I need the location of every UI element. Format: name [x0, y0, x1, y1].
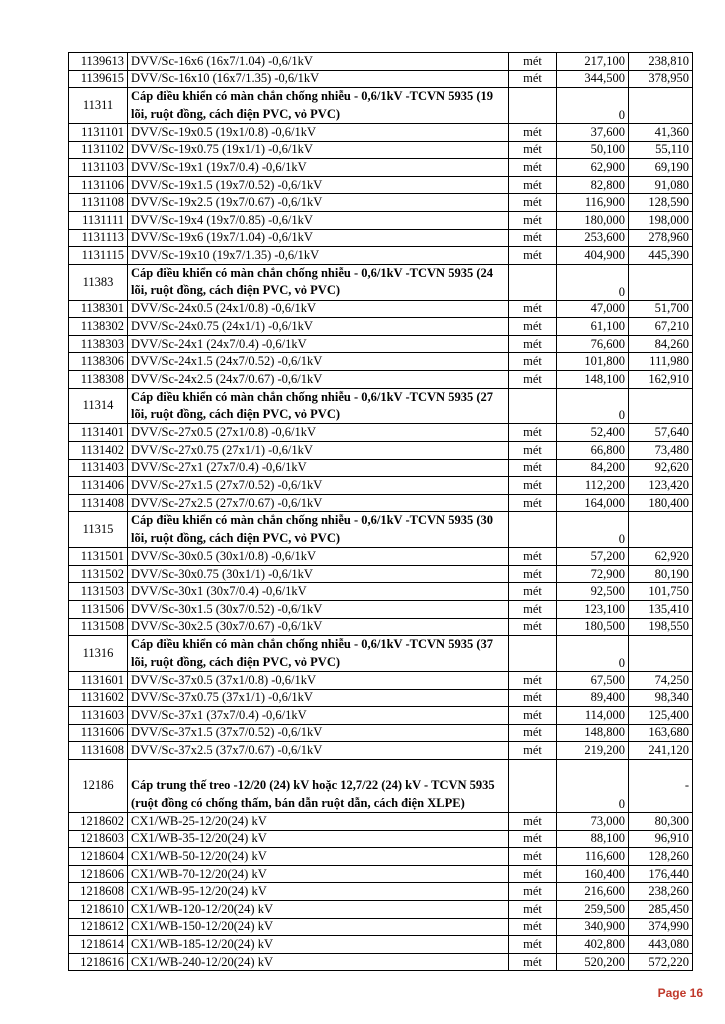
row-price-2: 128,260: [629, 848, 693, 866]
row-description: DVV/Sc-27x0.75 (27x1/1) -0,6/1kV: [128, 441, 509, 459]
row-price-1: 216,600: [557, 883, 629, 901]
row-description: DVV/Sc-24x2.5 (24x7/0.67) -0,6/1kV: [128, 370, 509, 388]
row-price-2: [629, 88, 693, 124]
row-code: 1131106: [69, 176, 128, 194]
row-description: Cáp điều khiển có màn chắn chống nhiễu - 0,6/1kV -TCVN 5935 (19 lõi, ruột đồng, cách điện PVC, vỏ PVC): [128, 88, 509, 124]
table-row: [69, 477, 693, 495]
row-code: 1138302: [69, 318, 128, 336]
row-code: 1131103: [69, 159, 128, 177]
row-price-2: 238,810: [629, 53, 693, 71]
table-row: [69, 141, 693, 159]
row-code: 1139613: [69, 53, 128, 71]
row-price-1: 148,100: [557, 370, 629, 388]
section-header-row: [69, 636, 693, 672]
row-price-2: 285,450: [629, 901, 693, 919]
row-unit: mét: [509, 494, 557, 512]
row-unit: [509, 636, 557, 672]
row-code: 1131606: [69, 724, 128, 742]
row-price-1: 259,500: [557, 901, 629, 919]
row-description: DVV/Sc-37x1.5 (37x7/0.52) -0,6/1kV: [128, 724, 509, 742]
row-price-2: 374,990: [629, 918, 693, 936]
row-unit: mét: [509, 565, 557, 583]
row-price-2: 198,550: [629, 618, 693, 636]
row-code: 1138303: [69, 335, 128, 353]
row-code: 1131501: [69, 548, 128, 566]
row-unit: mét: [509, 689, 557, 707]
row-unit: mét: [509, 618, 557, 636]
row-price-1: 0: [557, 636, 629, 672]
row-description: CX1/WB-150-12/20(24) kV: [128, 918, 509, 936]
row-price-2: -: [629, 759, 693, 812]
row-code: 1218604: [69, 848, 128, 866]
row-description: CX1/WB-70-12/20(24) kV: [128, 865, 509, 883]
row-description: DVV/Sc-24x1 (24x7/0.4) -0,6/1kV: [128, 335, 509, 353]
row-price-1: 67,500: [557, 671, 629, 689]
row-price-2: 176,440: [629, 865, 693, 883]
row-code: 1131401: [69, 424, 128, 442]
section-header-row: [69, 512, 693, 548]
row-price-2: 67,210: [629, 318, 693, 336]
row-price-1: 340,900: [557, 918, 629, 936]
row-price-1: 116,900: [557, 194, 629, 212]
table-row: [69, 689, 693, 707]
row-unit: mét: [509, 848, 557, 866]
row-description: Cáp điều khiển có màn chắn chống nhiễu - 0,6/1kV -TCVN 5935 (37 lõi, ruột đồng, cách điện PVC, vỏ PVC): [128, 636, 509, 672]
row-unit: mét: [509, 707, 557, 725]
row-description: Cáp điều khiển có màn chắn chống nhiễu - 0,6/1kV -TCVN 5935 (24 lõi, ruột đồng, cách điện PVC, vỏ PVC): [128, 264, 509, 300]
table-row: [69, 742, 693, 760]
row-price-2: 98,340: [629, 689, 693, 707]
section-header-row: [69, 759, 693, 812]
row-unit: mét: [509, 548, 557, 566]
price-table: [68, 52, 693, 971]
table-row: [69, 176, 693, 194]
row-description: DVV/Sc-30x1 (30x7/0.4) -0,6/1kV: [128, 583, 509, 601]
row-price-1: 73,000: [557, 813, 629, 831]
row-unit: mét: [509, 124, 557, 142]
row-price-1: 148,800: [557, 724, 629, 742]
row-description: CX1/WB-50-12/20(24) kV: [128, 848, 509, 866]
page-number: Page 16: [657, 986, 703, 1000]
row-unit: mét: [509, 671, 557, 689]
row-price-1: 37,600: [557, 124, 629, 142]
row-price-1: 72,900: [557, 565, 629, 583]
row-price-2: 180,400: [629, 494, 693, 512]
row-description: CX1/WB-95-12/20(24) kV: [128, 883, 509, 901]
table-row: [69, 830, 693, 848]
row-code: 1131113: [69, 229, 128, 247]
row-description: DVV/Sc-37x1 (37x7/0.4) -0,6/1kV: [128, 707, 509, 725]
table-row: [69, 159, 693, 177]
section-header-row: [69, 388, 693, 424]
row-unit: [509, 264, 557, 300]
row-code: 1131603: [69, 707, 128, 725]
row-code: 1218608: [69, 883, 128, 901]
row-price-1: 0: [557, 388, 629, 424]
row-price-2: [629, 636, 693, 672]
row-description: CX1/WB-120-12/20(24) kV: [128, 901, 509, 919]
row-description: CX1/WB-35-12/20(24) kV: [128, 830, 509, 848]
row-price-1: 180,500: [557, 618, 629, 636]
row-price-1: 160,400: [557, 865, 629, 883]
row-price-2: 111,980: [629, 353, 693, 371]
row-price-1: 0: [557, 264, 629, 300]
row-code: 1131502: [69, 565, 128, 583]
row-unit: mét: [509, 441, 557, 459]
table-row: [69, 247, 693, 265]
row-unit: [509, 512, 557, 548]
row-description: DVV/Sc-19x1.5 (19x7/0.52) -0,6/1kV: [128, 176, 509, 194]
row-price-1: 0: [557, 88, 629, 124]
row-unit: [509, 88, 557, 124]
row-unit: mét: [509, 159, 557, 177]
row-price-2: [629, 512, 693, 548]
row-code: 1131608: [69, 742, 128, 760]
row-price-2: 84,260: [629, 335, 693, 353]
row-description: DVV/Sc-19x0.75 (19x1/1) -0,6/1kV: [128, 141, 509, 159]
table-row: [69, 671, 693, 689]
row-price-2: 238,260: [629, 883, 693, 901]
row-code: 1131101: [69, 124, 128, 142]
row-price-1: 219,200: [557, 742, 629, 760]
row-price-1: 123,100: [557, 600, 629, 618]
row-price-2: 51,700: [629, 300, 693, 318]
row-price-1: 92,500: [557, 583, 629, 601]
row-unit: mét: [509, 477, 557, 495]
table-row: [69, 583, 693, 601]
row-description: DVV/Sc-27x1 (27x7/0.4) -0,6/1kV: [128, 459, 509, 477]
row-code: 1131602: [69, 689, 128, 707]
row-price-1: 50,100: [557, 141, 629, 159]
row-description: CX1/WB-185-12/20(24) kV: [128, 936, 509, 954]
row-description: DVV/Sc-16x10 (16x7/1.35) -0,6/1kV: [128, 70, 509, 88]
row-unit: mét: [509, 229, 557, 247]
row-description: DVV/Sc-24x1.5 (24x7/0.52) -0,6/1kV: [128, 353, 509, 371]
row-unit: [509, 759, 557, 812]
table-row: [69, 901, 693, 919]
row-description: DVV/Sc-19x1 (19x7/0.4) -0,6/1kV: [128, 159, 509, 177]
row-unit: mét: [509, 883, 557, 901]
row-description: Cáp điều khiển có màn chắn chống nhiễu - 0,6/1kV -TCVN 5935 (27 lõi, ruột đồng, cách điện PVC, vỏ PVC): [128, 388, 509, 424]
row-price-1: 89,400: [557, 689, 629, 707]
row-unit: mét: [509, 211, 557, 229]
row-description: DVV/Sc-19x10 (19x7/1.35) -0,6/1kV: [128, 247, 509, 265]
table-row: [69, 848, 693, 866]
row-unit: mét: [509, 424, 557, 442]
row-code: 1131108: [69, 194, 128, 212]
row-price-2: [629, 388, 693, 424]
table-row: [69, 353, 693, 371]
row-unit: mét: [509, 953, 557, 971]
row-code: 1138306: [69, 353, 128, 371]
row-description: DVV/Sc-37x2.5 (37x7/0.67) -0,6/1kV: [128, 742, 509, 760]
row-price-1: 66,800: [557, 441, 629, 459]
row-price-1: 47,000: [557, 300, 629, 318]
row-description: DVV/Sc-27x2.5 (27x7/0.67) -0,6/1kV: [128, 494, 509, 512]
section-header-row: [69, 264, 693, 300]
row-price-1: 253,600: [557, 229, 629, 247]
row-price-1: 61,100: [557, 318, 629, 336]
table-row: [69, 211, 693, 229]
row-code: 11383: [69, 264, 128, 300]
table-row: [69, 229, 693, 247]
row-price-2: 162,910: [629, 370, 693, 388]
row-unit: mét: [509, 53, 557, 71]
row-description: DVV/Sc-19x0.5 (19x1/0.8) -0,6/1kV: [128, 124, 509, 142]
row-unit: mét: [509, 459, 557, 477]
table-row: [69, 494, 693, 512]
row-unit: mét: [509, 70, 557, 88]
row-unit: mét: [509, 865, 557, 883]
table-row: [69, 565, 693, 583]
row-code: 1218616: [69, 953, 128, 971]
row-price-2: 123,420: [629, 477, 693, 495]
row-code: 1131102: [69, 141, 128, 159]
row-code: 12186: [69, 759, 128, 812]
row-price-2: 92,620: [629, 459, 693, 477]
row-price-1: 217,100: [557, 53, 629, 71]
row-code: 11316: [69, 636, 128, 672]
row-price-2: 135,410: [629, 600, 693, 618]
row-description: DVV/Sc-37x0.75 (37x1/1) -0,6/1kV: [128, 689, 509, 707]
row-code: 1131506: [69, 600, 128, 618]
row-price-1: 402,800: [557, 936, 629, 954]
row-price-2: 80,190: [629, 565, 693, 583]
row-price-2: 55,110: [629, 141, 693, 159]
table-row: [69, 707, 693, 725]
table-row: [69, 953, 693, 971]
row-description: DVV/Sc-37x0.5 (37x1/0.8) -0,6/1kV: [128, 671, 509, 689]
table-row: [69, 70, 693, 88]
row-code: 1131403: [69, 459, 128, 477]
table-row: [69, 724, 693, 742]
row-price-2: 278,960: [629, 229, 693, 247]
row-code: 1218612: [69, 918, 128, 936]
row-unit: mét: [509, 936, 557, 954]
row-code: 1131115: [69, 247, 128, 265]
row-unit: mét: [509, 141, 557, 159]
row-code: 1218603: [69, 830, 128, 848]
row-price-2: 125,400: [629, 707, 693, 725]
row-price-2: 91,080: [629, 176, 693, 194]
table-row: [69, 600, 693, 618]
row-unit: mét: [509, 813, 557, 831]
row-description: DVV/Sc-27x0.5 (27x1/0.8) -0,6/1kV: [128, 424, 509, 442]
price-table-body: [69, 53, 693, 971]
row-price-2: 163,680: [629, 724, 693, 742]
table-row: [69, 194, 693, 212]
row-unit: mét: [509, 247, 557, 265]
row-unit: mét: [509, 370, 557, 388]
table-row: [69, 335, 693, 353]
row-code: 1131508: [69, 618, 128, 636]
row-description: DVV/Sc-30x0.5 (30x1/0.8) -0,6/1kV: [128, 548, 509, 566]
row-price-2: 241,120: [629, 742, 693, 760]
row-price-2: 73,480: [629, 441, 693, 459]
row-price-1: 116,600: [557, 848, 629, 866]
row-price-1: 164,000: [557, 494, 629, 512]
row-unit: mét: [509, 901, 557, 919]
table-row: [69, 883, 693, 901]
row-code: 1131601: [69, 671, 128, 689]
row-unit: mét: [509, 830, 557, 848]
row-description: DVV/Sc-24x0.75 (24x1/1) -0,6/1kV: [128, 318, 509, 336]
row-unit: mét: [509, 335, 557, 353]
row-unit: mét: [509, 176, 557, 194]
table-row: [69, 300, 693, 318]
row-unit: mét: [509, 583, 557, 601]
row-price-2: 572,220: [629, 953, 693, 971]
row-price-2: 378,950: [629, 70, 693, 88]
table-row: [69, 548, 693, 566]
row-price-1: 76,600: [557, 335, 629, 353]
row-description: DVV/Sc-27x1.5 (27x7/0.52) -0,6/1kV: [128, 477, 509, 495]
row-code: 1218606: [69, 865, 128, 883]
row-price-2: 445,390: [629, 247, 693, 265]
row-unit: mét: [509, 353, 557, 371]
row-description: DVV/Sc-30x1.5 (30x7/0.52) -0,6/1kV: [128, 600, 509, 618]
row-unit: [509, 388, 557, 424]
row-unit: mét: [509, 724, 557, 742]
row-price-1: 57,200: [557, 548, 629, 566]
row-code: 1131406: [69, 477, 128, 495]
row-price-2: 128,590: [629, 194, 693, 212]
row-price-1: 404,900: [557, 247, 629, 265]
row-price-1: 520,200: [557, 953, 629, 971]
row-price-1: 180,000: [557, 211, 629, 229]
row-price-1: 0: [557, 512, 629, 548]
row-code: 1131402: [69, 441, 128, 459]
row-code: 1139615: [69, 70, 128, 88]
row-description: DVV/Sc-19x2.5 (19x7/0.67) -0,6/1kV: [128, 194, 509, 212]
row-price-2: 69,190: [629, 159, 693, 177]
row-price-2: 443,080: [629, 936, 693, 954]
row-description: DVV/Sc-24x0.5 (24x1/0.8) -0,6/1kV: [128, 300, 509, 318]
row-price-1: 101,800: [557, 353, 629, 371]
row-price-2: 96,910: [629, 830, 693, 848]
table-row: [69, 53, 693, 71]
row-price-1: 62,900: [557, 159, 629, 177]
row-description: DVV/Sc-16x6 (16x7/1.04) -0,6/1kV: [128, 53, 509, 71]
table-row: [69, 813, 693, 831]
row-price-2: 74,250: [629, 671, 693, 689]
row-price-2: 80,300: [629, 813, 693, 831]
row-code: 11311: [69, 88, 128, 124]
row-description: DVV/Sc-19x4 (19x7/0.85) -0,6/1kV: [128, 211, 509, 229]
row-unit: mét: [509, 194, 557, 212]
table-row: [69, 865, 693, 883]
row-unit: mét: [509, 742, 557, 760]
row-code: 11315: [69, 512, 128, 548]
row-code: 1138301: [69, 300, 128, 318]
table-row: [69, 918, 693, 936]
table-row: [69, 441, 693, 459]
row-price-1: 52,400: [557, 424, 629, 442]
row-description: Cáp trung thế treo -12/20 (24) kV hoặc 12,7/22 (24) kV - TCVN 5935 (ruột đồng có chống thấm, bán dẫn ruột dẫn, cách điện XLPE): [128, 759, 509, 812]
table-row: [69, 459, 693, 477]
row-price-1: 82,800: [557, 176, 629, 194]
row-unit: mét: [509, 300, 557, 318]
row-description: CX1/WB-25-12/20(24) kV: [128, 813, 509, 831]
row-description: DVV/Sc-19x6 (19x7/1.04) -0,6/1kV: [128, 229, 509, 247]
row-unit: mét: [509, 318, 557, 336]
row-price-2: 57,640: [629, 424, 693, 442]
row-code: 1218614: [69, 936, 128, 954]
row-description: DVV/Sc-30x0.75 (30x1/1) -0,6/1kV: [128, 565, 509, 583]
row-code: 1218602: [69, 813, 128, 831]
section-header-row: [69, 88, 693, 124]
table-row: [69, 318, 693, 336]
row-code: 1138308: [69, 370, 128, 388]
row-price-1: 114,000: [557, 707, 629, 725]
row-price-1: 112,200: [557, 477, 629, 495]
table-row: [69, 424, 693, 442]
table-row: [69, 936, 693, 954]
row-price-2: [629, 264, 693, 300]
row-code: 1218610: [69, 901, 128, 919]
row-price-2: 198,000: [629, 211, 693, 229]
table-row: [69, 618, 693, 636]
table-row: [69, 124, 693, 142]
row-unit: mét: [509, 918, 557, 936]
row-price-2: 101,750: [629, 583, 693, 601]
row-description: DVV/Sc-30x2.5 (30x7/0.67) -0,6/1kV: [128, 618, 509, 636]
row-unit: mét: [509, 600, 557, 618]
row-price-2: 41,360: [629, 124, 693, 142]
row-price-2: 62,920: [629, 548, 693, 566]
row-price-1: 0: [557, 759, 629, 812]
row-code: 1131111: [69, 211, 128, 229]
row-code: 1131408: [69, 494, 128, 512]
row-description: Cáp điều khiển có màn chắn chống nhiễu - 0,6/1kV -TCVN 5935 (30 lõi, ruột đồng, cách điện PVC, vỏ PVC): [128, 512, 509, 548]
row-code: 1131503: [69, 583, 128, 601]
row-price-1: 88,100: [557, 830, 629, 848]
row-code: 11314: [69, 388, 128, 424]
row-description: CX1/WB-240-12/20(24) kV: [128, 953, 509, 971]
row-price-1: 84,200: [557, 459, 629, 477]
table-row: [69, 370, 693, 388]
row-price-1: 344,500: [557, 70, 629, 88]
